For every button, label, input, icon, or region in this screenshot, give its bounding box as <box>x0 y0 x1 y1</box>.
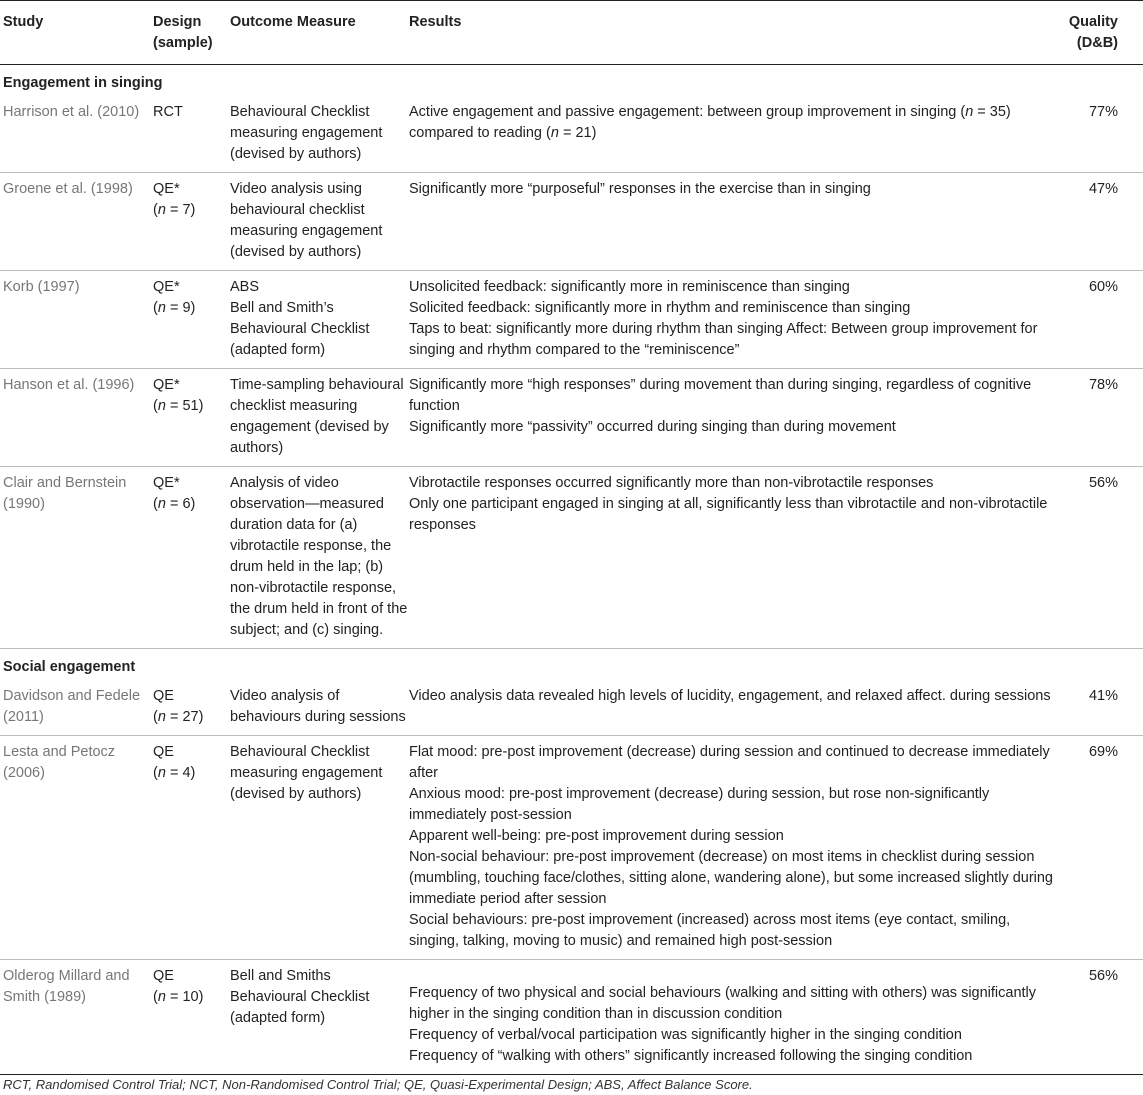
header-design <box>153 1 230 65</box>
header-quality <box>1057 1 1143 65</box>
section-row <box>0 65 1143 97</box>
header-design-line1: Design <box>153 14 202 30</box>
outcome-cell: Video analysis of behaviours during sessions <box>230 688 406 725</box>
outcome-cell: Analysis of video observation—measured duration data for (a) vibrotactile response, the drum held in the lap; (b) non-vibrotactile response, the drum held in front of the subject; and (c) singing. <box>230 475 408 638</box>
result-line: Frequency of two physical and social behaviours (walking and sitting with others) was significantly higher in the singing condition than in discussion condition <box>409 985 1037 1022</box>
quality-cell: 60% <box>1088 279 1118 295</box>
table-header <box>0 1 1143 65</box>
table-row <box>0 467 1143 649</box>
study-cell: Clair and Bernstein (1990) <box>3 475 127 512</box>
study-cell: Olderog Millard and Smith (1989) <box>3 968 130 1005</box>
design-line: (n = 6) <box>153 496 196 512</box>
design-line: QE* <box>153 377 180 393</box>
result-line: Vibrotactile responses occurred significantly more than non-vibrotactile responses <box>409 475 934 491</box>
results-cell <box>409 369 1057 467</box>
results-cell <box>409 96 1057 173</box>
results-cell <box>409 467 1057 649</box>
header-results: Results <box>409 14 462 30</box>
outcome-cell: Bell and Smiths Behavioural Checklist (adapted form) <box>230 968 370 1026</box>
table-row <box>0 680 1143 736</box>
design-line: QE* <box>153 279 180 295</box>
result-line: Apparent well-being: pre-post improvement during session <box>409 828 784 844</box>
table-body <box>0 65 1143 1075</box>
design-line: QE <box>153 688 174 704</box>
design-line: (n = 27) <box>153 709 204 725</box>
header-quality-line2: (D&B) <box>1076 35 1118 51</box>
result-line: Taps to beat: significantly more during rhythm than singing Affect: Between group improvement for singing and rhythm compared to the “reminiscence” <box>409 321 1038 358</box>
design-cell <box>153 369 230 467</box>
design-line: QE <box>153 968 174 984</box>
table-row <box>0 96 1143 173</box>
result-line: Social behaviours: pre-post improvement (increased) across most items (eye contact, smiling, singing, talking, moving to music) and remained high post-session <box>409 912 1011 949</box>
study-cell: Lesta and Petocz (2006) <box>3 744 116 781</box>
design-cell <box>153 467 230 649</box>
design-line: (n = 4) <box>153 765 196 781</box>
design-cell <box>153 271 230 369</box>
result-line: Non-social behaviour: pre-post improvement (decrease) on most items in checklist during session (mumbling, touching face/clothes, sitting alone, wandering alone), but some increased slightly during immediate period after session <box>409 849 1053 907</box>
design-cell <box>153 960 230 1075</box>
result-line: Flat mood: pre-post improvement (decrease) during session and continued to decrease immediately after <box>409 744 1050 781</box>
design-line: RCT <box>153 104 183 120</box>
header-design-line2: (sample) <box>153 35 213 51</box>
result-line: Anxious mood: pre-post improvement (decrease) during session, but rose non-significantly immediately post-session <box>409 786 990 823</box>
design-line: (n = 51) <box>153 398 204 414</box>
outcome-cell: Behavioural Checklist measuring engagement (devised by authors) <box>230 744 383 802</box>
study-cell: Hanson et al. (1996) <box>3 377 135 393</box>
study-cell: Groene et al. (1998) <box>3 181 133 197</box>
design-cell <box>153 736 230 960</box>
outcome-cell: Video analysis using behavioural checklist measuring engagement (devised by authors) <box>230 181 383 260</box>
results-cell <box>409 173 1057 271</box>
table-row <box>0 271 1143 369</box>
quality-cell: 78% <box>1088 377 1118 393</box>
result-line: Solicited feedback: significantly more in rhythm and reminiscence than singing <box>409 300 911 316</box>
result-line: Frequency of “walking with others” significantly increased following the singing condition <box>409 1048 973 1064</box>
results-cell <box>409 271 1057 369</box>
result-line: Video analysis data revealed high levels of lucidity, engagement, and relaxed affect. during sessions <box>409 688 1051 704</box>
result-line: Only one participant engaged in singing at all, significantly less than vibrotactile and non-vibrotactile responses <box>409 496 1048 533</box>
result-line: Active engagement and passive engagement: between group improvement in singing (n = 35) compared to reading (n = 21) <box>409 104 1011 141</box>
design-line: QE* <box>153 475 180 491</box>
result-line: Unsolicited feedback: significantly more in reminiscence than singing <box>409 279 850 295</box>
section-title: Engagement in singing <box>3 75 163 91</box>
outcome-cell: Time-sampling behavioural checklist measuring engagement (devised by authors) <box>230 377 404 456</box>
outcome-line: Bell and Smith’s Behavioural Checklist (adapted form) <box>230 300 370 358</box>
section-title: Social engagement <box>3 659 136 675</box>
results-cell <box>409 736 1057 960</box>
design-cell <box>153 173 230 271</box>
design-line: (n = 9) <box>153 300 196 316</box>
quality-cell: 47% <box>1088 181 1118 197</box>
results-cell <box>409 680 1057 736</box>
table-row <box>0 736 1143 960</box>
header-study: Study <box>3 14 44 30</box>
outcome-cell: Behavioural Checklist measuring engagement (devised by authors) <box>230 104 383 162</box>
table-row <box>0 173 1143 271</box>
design-cell <box>153 96 230 173</box>
design-cell <box>153 680 230 736</box>
design-line: QE* <box>153 181 180 197</box>
results-cell <box>409 960 1057 1075</box>
result-line: Significantly more “high responses” during movement than during singing, regardless of cognitive function <box>409 377 1032 414</box>
outcome-line: ABS <box>230 279 260 295</box>
result-line: Significantly more “purposeful” responses in the exercise than in singing <box>409 181 871 197</box>
quality-cell: 69% <box>1088 744 1118 760</box>
design-line: (n = 10) <box>153 989 204 1005</box>
quality-cell: 56% <box>1088 475 1118 491</box>
table-row <box>0 369 1143 467</box>
table-row <box>0 960 1143 1075</box>
design-line: QE <box>153 744 174 760</box>
study-cell: Davidson and Fedele (2011) <box>3 688 141 725</box>
outcome-cell <box>230 271 409 369</box>
result-line: Frequency of verbal/vocal participation was significantly higher in the singing condition <box>409 1027 962 1043</box>
quality-cell: 77% <box>1088 104 1118 120</box>
header-outcome: Outcome Measure <box>230 14 356 30</box>
design-line: (n = 7) <box>153 202 196 218</box>
header-quality-line1: Quality <box>1068 14 1118 30</box>
quality-cell: 56% <box>1088 968 1118 984</box>
section-row <box>0 649 1143 681</box>
study-cell: Harrison et al. (2010) <box>3 104 140 120</box>
study-cell: Korb (1997) <box>3 279 80 295</box>
result-line: Significantly more “passivity” occurred during singing than during movement <box>409 419 896 435</box>
quality-cell: 41% <box>1088 688 1118 704</box>
table-footnote: RCT, Randomised Control Trial; NCT, Non-Randomised Control Trial; QE, Quasi-Experimental Design; ABS, Affect Balance Score. <box>3 1077 753 1092</box>
